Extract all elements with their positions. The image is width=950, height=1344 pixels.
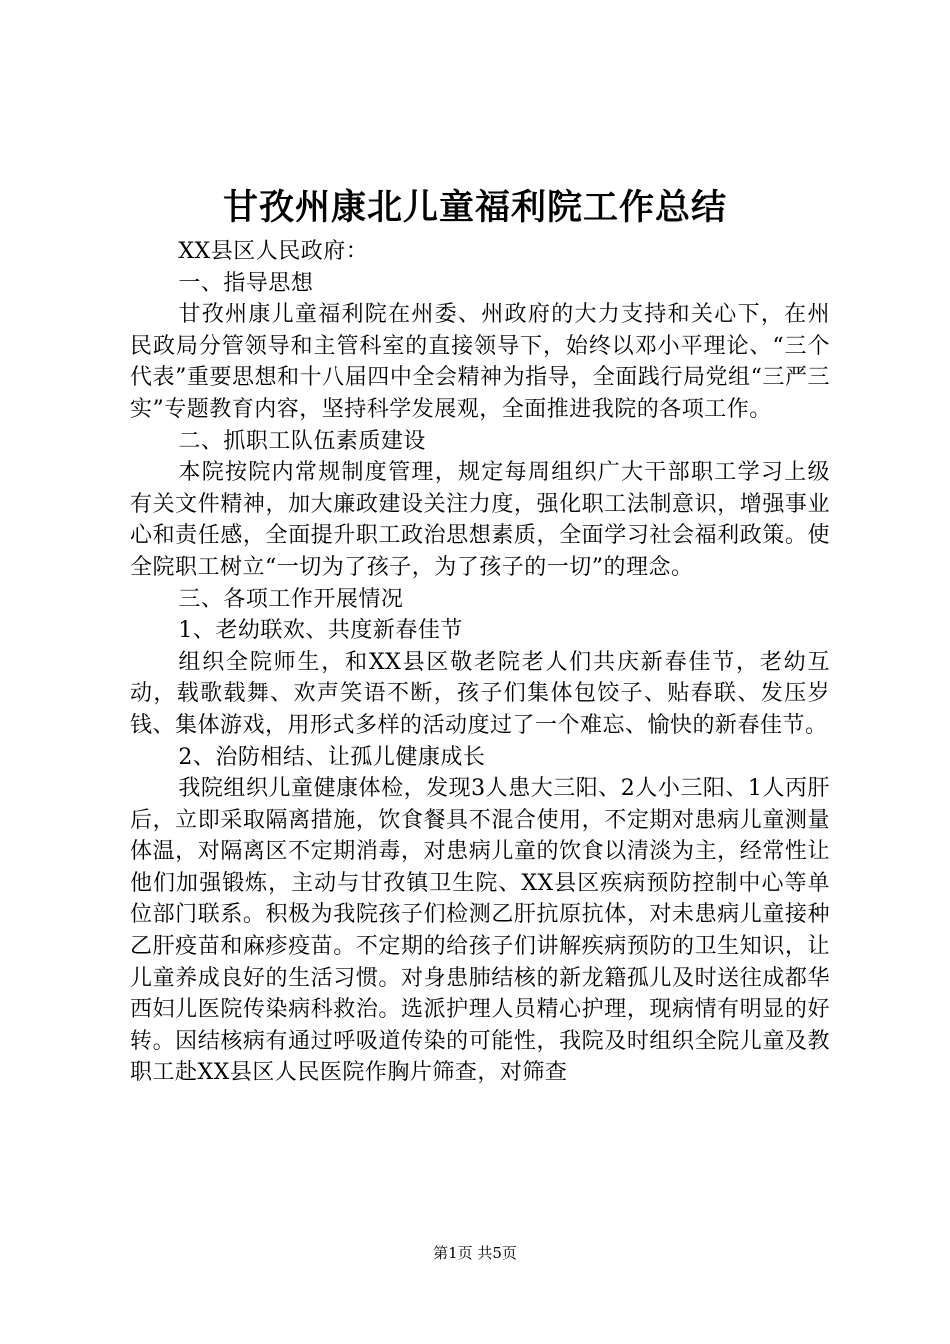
addressee: XX县区人民政府： (178, 239, 369, 264)
subsection-heading-new-year: 1、老幼联欢、共度新春佳节 (178, 618, 463, 644)
paragraph: 组织全院师生，和XX县区敬老院老人们共庆新春佳节，老幼互动，载歌载舞、欢声笑语不断，孩子们集体包饺子、贴春联、发压岁钱、集体游戏，用形式多样的活动度过了一个难忘、愉快的新春佳节。 (130, 649, 830, 738)
paragraph: 甘孜州康儿童福利院在州委、州政府的大力支持和关心下，在州民政局分管领导和主管科室的直接领导下，始终以邓小平理论、“三个代表”重要思想和十八届四中全会精神为指导，全面践行局党组“三严三实”专题教育内容，坚持科学发展观，全面推进我院的各项工作。 (130, 302, 830, 422)
subsection-heading-health: 2、治防相结、让孤儿健康成长 (178, 744, 486, 770)
paragraph: 本院按院内常规制度管理，规定每周组织广大干部职工学习上级有关文件精神，加大廉政建设关注力度，强化职工法制意识，增强事业心和责任感，全面提升职工政治思想素质，全面学习社会福利政策。使全院职工树立“一切为了孩子，为了孩子的一切”的理念。 (130, 460, 830, 580)
page-number: 第1页 共5页 (433, 1244, 517, 1262)
section-heading-staff-quality: 二、抓职工队伍素质建设 (178, 428, 426, 454)
document-title: 甘孜州康北儿童福利院工作总结 (222, 187, 727, 228)
document-body (130, 236, 830, 1089)
section-heading-work-progress: 三、各项工作开展情况 (178, 586, 404, 612)
section-heading-guiding-thought: 一、指导思想 (178, 270, 314, 296)
paragraph: 我院组织儿童健康体检，发现3人患大三阳、2人小三阳、1人丙肝后，立即采取隔离措施，饮食餐具不混合使用，不定期对患病儿童测量体温，对隔离区不定期消毒，对患病儿童的饮食以清淡为主，经常性让他们加强锻炼，主动与甘孜镇卫生院、XX县区疾病预防控制中心等单位部门联系。积极为我院孩子们检测乙肝抗原抗体，对未患病儿童接种乙肝疫苗和麻疹疫苗。不定期的给孩子们讲解疾病预防的卫生知识，让儿童养成良好的生活习惯。对身患肺结核的新龙籍孤儿及时送往成都华西妇儿医院传染病科救治。选派护理人员精心护理，现病情有明显的好转。因结核病有通过呼吸道传染的可能性，我院及时组织全院儿童及教职工赴XX县区人民医院作胸片筛查，对筛查 (130, 776, 830, 1086)
